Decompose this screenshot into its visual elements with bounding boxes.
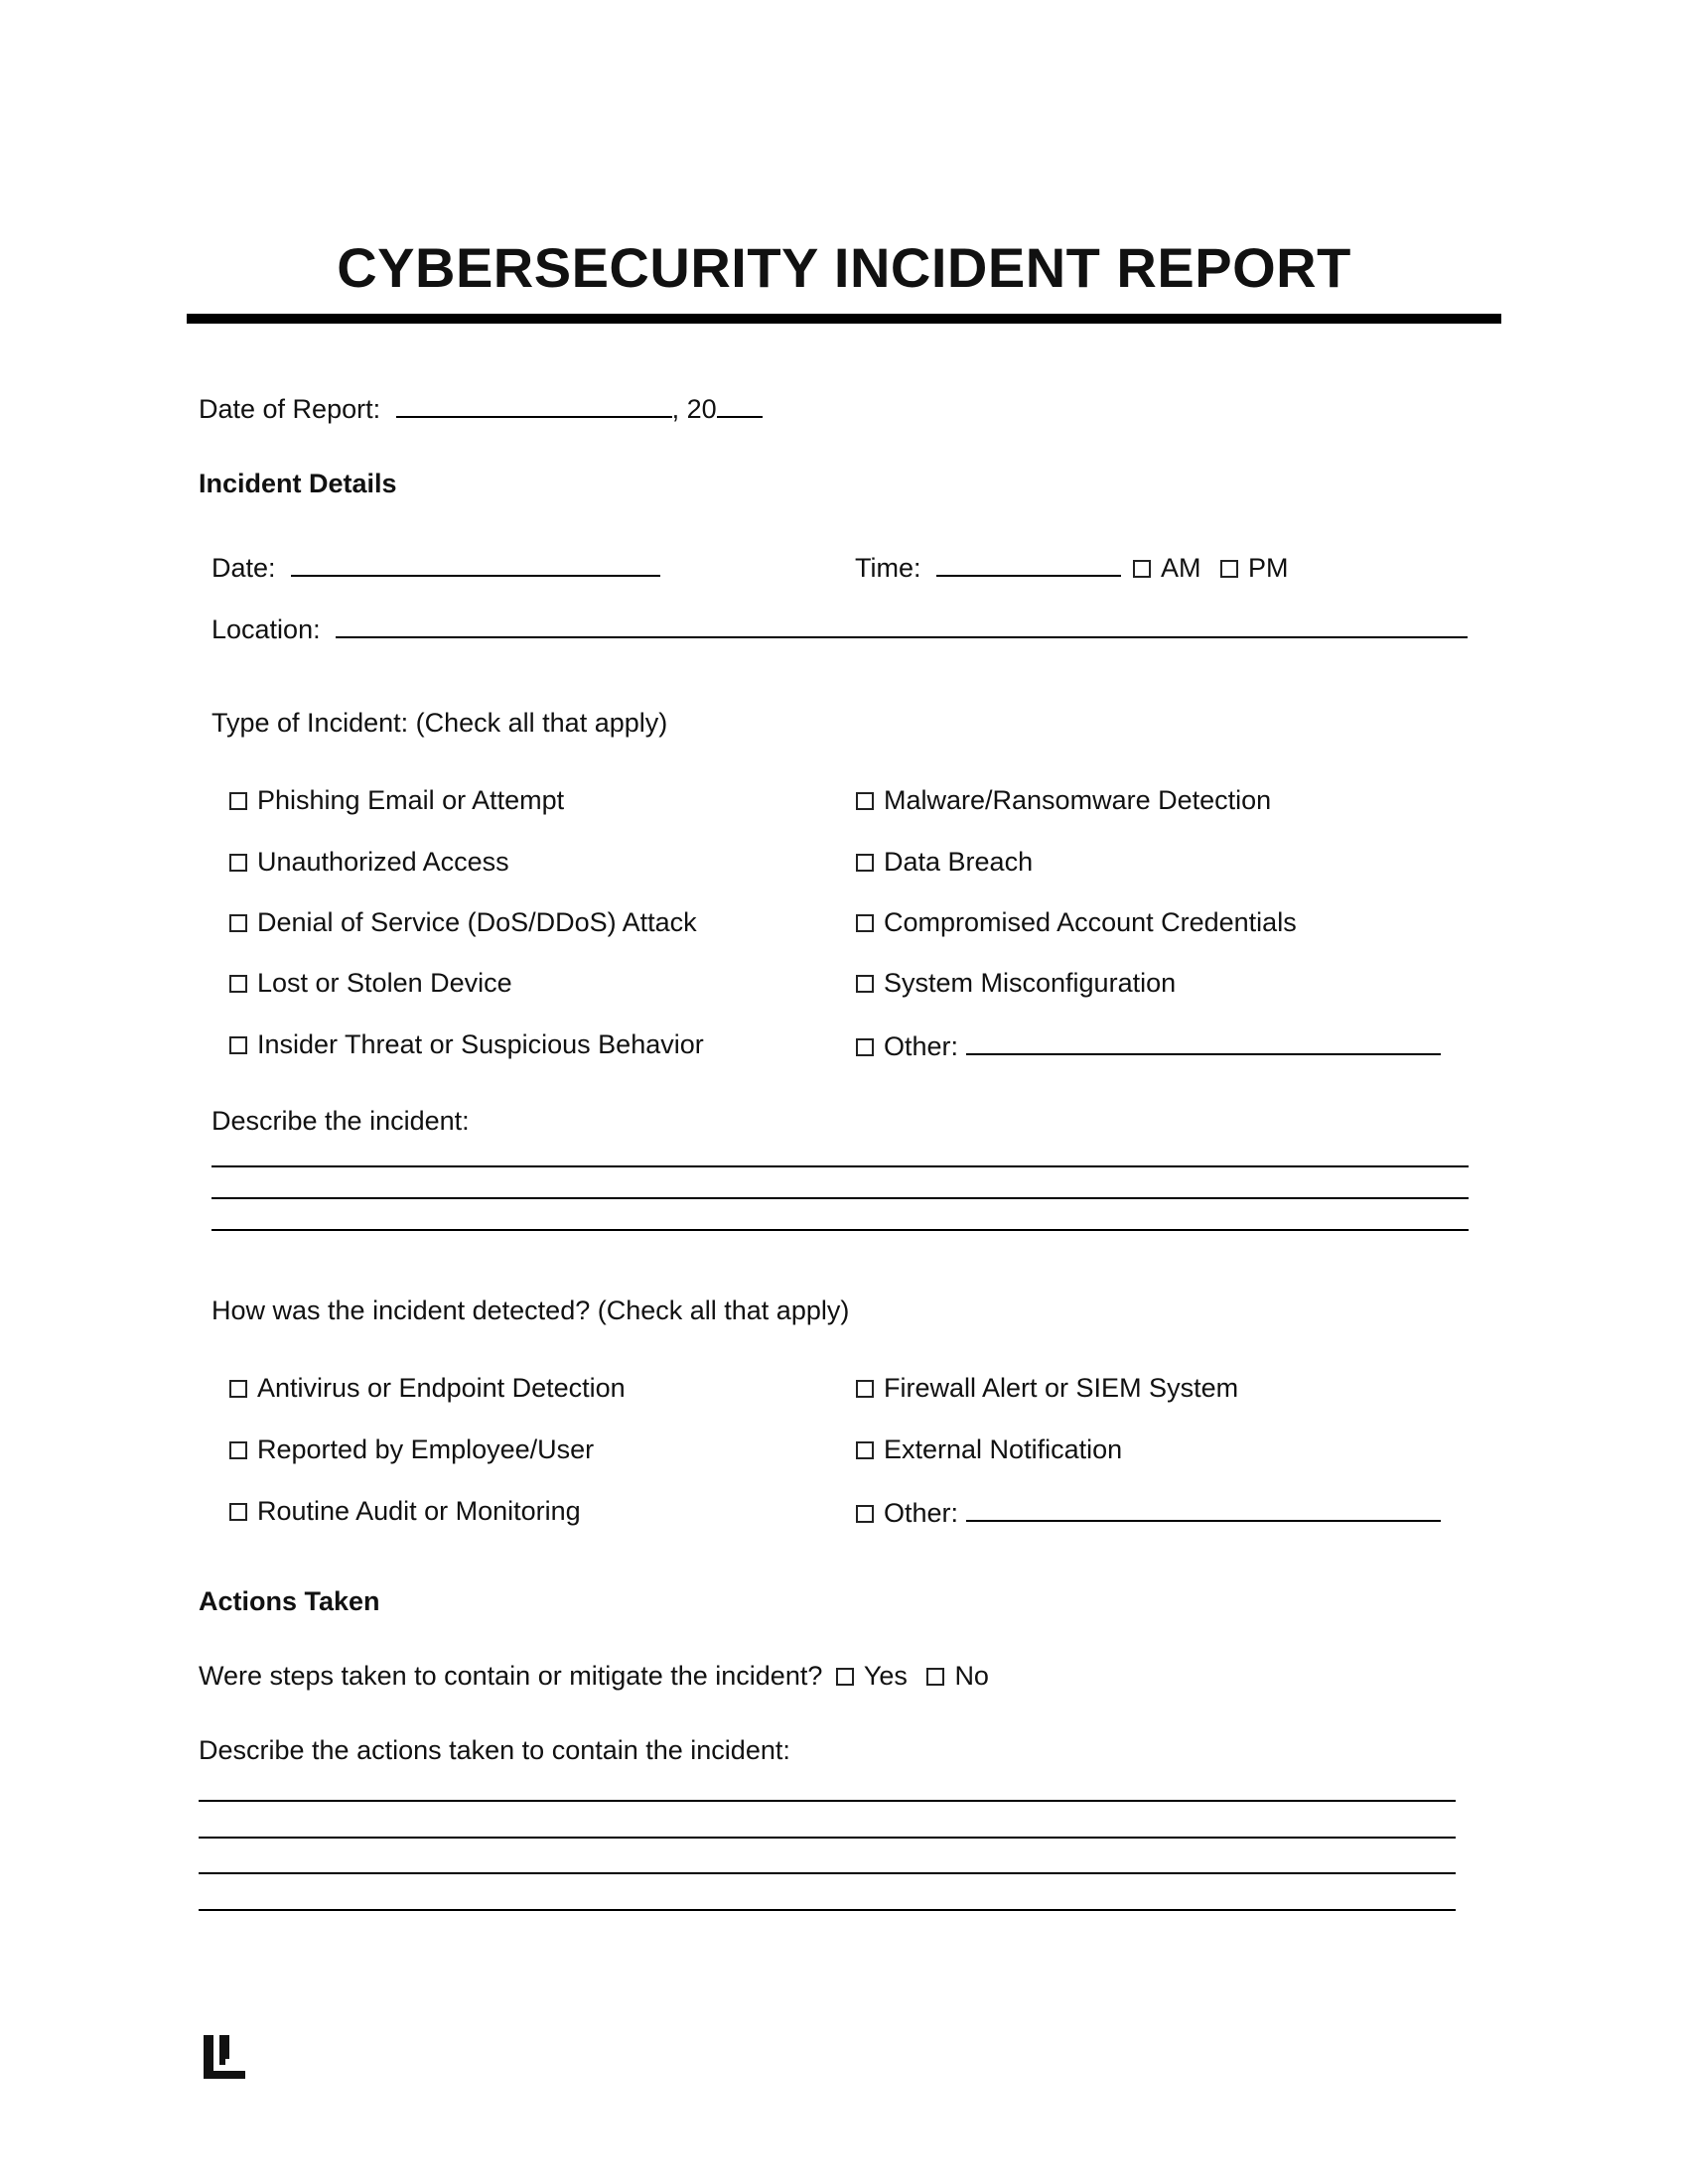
incident-type-option[interactable]: Data Breach [856, 845, 1033, 879]
incident-type-other-field[interactable] [966, 1027, 1441, 1055]
checkbox[interactable] [229, 1036, 247, 1054]
checkbox[interactable] [229, 914, 247, 932]
incident-date-label: Date: [211, 553, 276, 583]
incident-type-option[interactable]: Malware/Ransomware Detection [856, 783, 1271, 817]
checkbox[interactable] [229, 854, 247, 872]
incident-type-option[interactable]: Compromised Account Credentials [856, 905, 1297, 939]
describe-incident-label: Describe the incident: [211, 1106, 470, 1136]
checkbox[interactable] [856, 854, 874, 872]
location-row [211, 611, 1468, 646]
incident-date-row [211, 549, 660, 585]
page-title: CYBERSECURITY INCIDENT REPORT [337, 236, 1351, 299]
detection-option[interactable]: Antivirus or Endpoint Detection [229, 1371, 626, 1405]
location-label: Location: [211, 614, 321, 644]
actions-description-line[interactable] [199, 1909, 1456, 1911]
incident-type-option[interactable]: Lost or Stolen Device [229, 966, 512, 1000]
checkbox[interactable] [856, 1038, 874, 1056]
describe-incident-line[interactable] [211, 1197, 1469, 1199]
actions-description-line[interactable] [199, 1872, 1456, 1874]
title-divider [187, 314, 1501, 324]
incident-time-label: Time: [855, 553, 921, 583]
incident-date-field[interactable] [291, 549, 660, 577]
checkbox[interactable] [229, 975, 247, 993]
date-of-report-field[interactable] [396, 390, 672, 418]
actions-description-line[interactable] [199, 1800, 1456, 1802]
detection-other-field[interactable] [966, 1494, 1441, 1522]
describe-incident-line[interactable] [211, 1165, 1469, 1167]
containment-question-row [199, 1659, 989, 1693]
pm-checkbox[interactable] [1220, 560, 1238, 578]
detection-other[interactable]: Other: [856, 1494, 1441, 1530]
checkbox[interactable] [229, 1441, 247, 1459]
yes-checkbox[interactable] [836, 1668, 854, 1686]
checkbox[interactable] [229, 792, 247, 810]
location-field[interactable] [336, 611, 1468, 638]
detection-option[interactable]: External Notification [856, 1433, 1122, 1466]
checkbox[interactable] [229, 1380, 247, 1398]
document-logo-icon [204, 2035, 245, 2079]
incident-type-option[interactable]: Denial of Service (DoS/DDoS) Attack [229, 905, 697, 939]
detection-option[interactable]: Routine Audit or Monitoring [229, 1494, 581, 1528]
incident-time-field[interactable] [936, 549, 1121, 577]
am-checkbox[interactable] [1133, 560, 1151, 578]
no-checkbox[interactable] [926, 1668, 944, 1686]
checkbox[interactable] [856, 914, 874, 932]
yes-label: Yes [863, 1661, 908, 1691]
incident-type-option[interactable]: Insider Threat or Suspicious Behavior [229, 1027, 704, 1061]
incident-type-option[interactable]: Phishing Email or Attempt [229, 783, 564, 817]
date-of-report-row [199, 390, 763, 426]
actions-description-line[interactable] [199, 1837, 1456, 1839]
detection-prompt: How was the incident detected? (Check all that apply) [211, 1296, 850, 1325]
type-of-incident-prompt: Type of Incident: (Check all that apply) [211, 708, 668, 738]
incident-type-option[interactable]: Unauthorized Access [229, 845, 509, 879]
checkbox[interactable] [856, 1505, 874, 1523]
am-label: AM [1161, 553, 1201, 583]
containment-question: Were steps taken to contain or mitigate the incident? [199, 1661, 823, 1691]
incident-time-row [855, 549, 1289, 585]
year-prefix: , 20 [671, 394, 717, 424]
checkbox[interactable] [229, 1503, 247, 1521]
checkbox[interactable] [856, 1380, 874, 1398]
incident-details-heading: Incident Details [199, 469, 397, 498]
checkbox[interactable] [856, 792, 874, 810]
no-label: No [954, 1661, 989, 1691]
incident-type-option[interactable]: System Misconfiguration [856, 966, 1176, 1000]
actions-taken-heading: Actions Taken [199, 1586, 380, 1616]
date-of-report-label: Date of Report: [199, 394, 381, 424]
year-suffix-field[interactable] [717, 390, 763, 418]
describe-incident-line[interactable] [211, 1229, 1469, 1231]
incident-type-other[interactable]: Other: [856, 1027, 1441, 1063]
checkbox[interactable] [856, 975, 874, 993]
detection-option[interactable]: Firewall Alert or SIEM System [856, 1371, 1238, 1405]
checkbox[interactable] [856, 1441, 874, 1459]
detection-option[interactable]: Reported by Employee/User [229, 1433, 594, 1466]
pm-label: PM [1248, 553, 1289, 583]
actions-description-label: Describe the actions taken to contain the incident: [199, 1735, 790, 1765]
